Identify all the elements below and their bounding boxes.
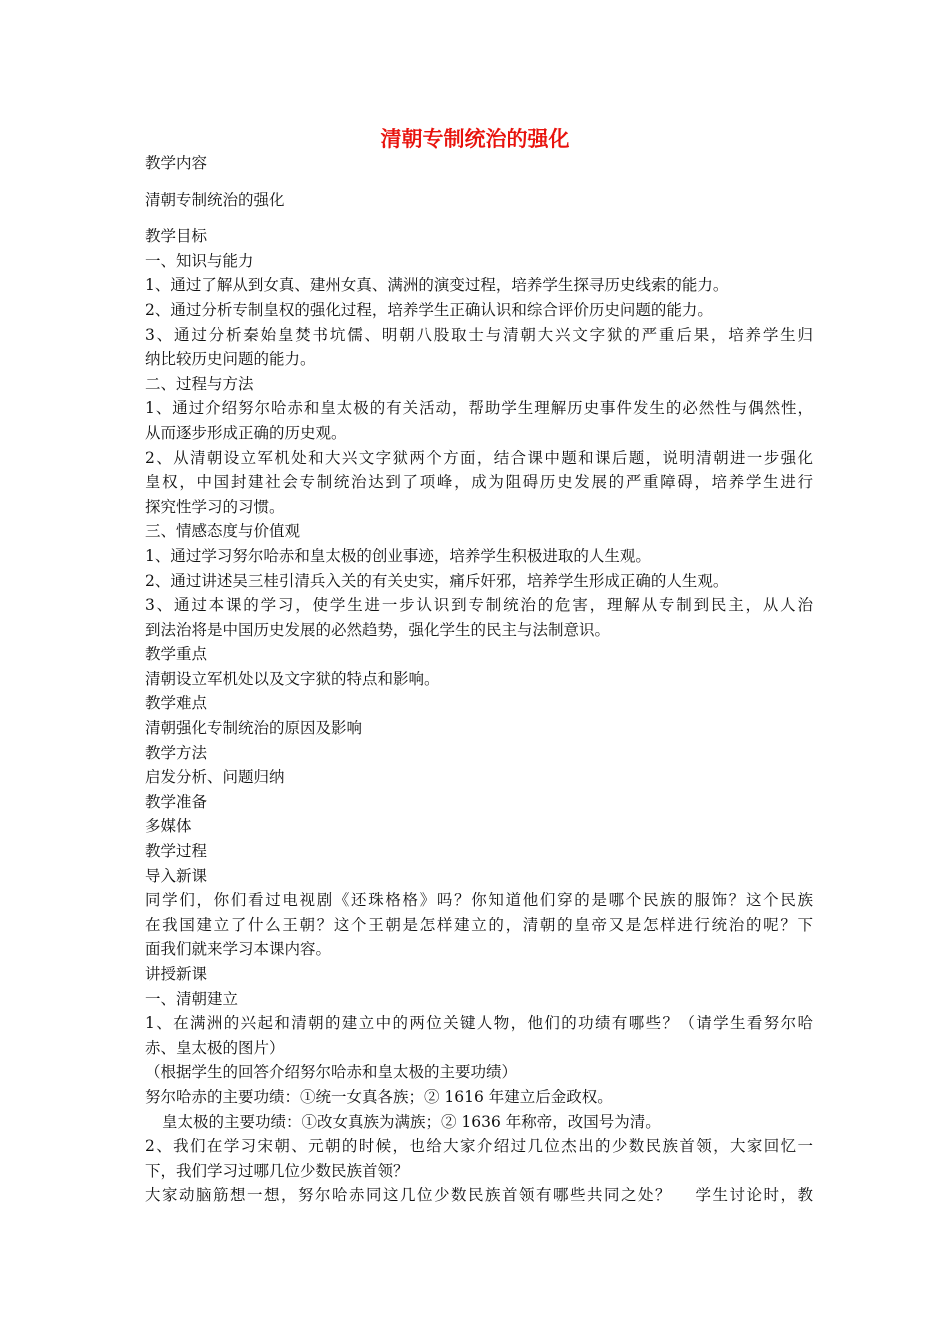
text-line: 3、通过本课的学习，使学生进一步认识到专制统治的危害，理解从专制到民主，从人治 [145,596,813,615]
heading-process: 教学过程 [145,842,208,861]
text-line: 探究性学习的习惯。 [145,497,285,516]
section-heading: 一、清朝建立 [145,989,239,1008]
document-body [145,151,813,1208]
heading-key-points: 教学重点 [145,645,208,664]
text-line: 清朝设立军机处以及文字狱的特点和影响。 [145,669,440,688]
heading-methods: 教学方法 [145,743,208,762]
section-heading: 一、知识与能力 [145,251,254,270]
text-line: 2、从清朝设立军机处和大兴文字狱两个方面，结合课中题和课后题，说明清朝进一步强化 [145,448,813,467]
text-line: （根据学生的回答介绍努尔哈赤和皇太极的主要功绩） [145,1063,518,1082]
text-line: 面我们就来学习本课内容。 [145,940,332,959]
text-line: 皇权，中国封建社会专制统治达到了项峰，成为阻碍历史发展的严重障碍，培养学生进行 [145,473,813,492]
heading-introduction: 导入新课 [145,866,208,885]
text-line: 从而逐步形成正确的历史观。 [145,423,347,442]
text-line: 大家动脑筋想一想，努尔哈赤同这几位少数民族首领有哪些共同之处？ 学生讨论时，教 [145,1186,813,1205]
text-line: 2、我们在学习宋朝、元朝的时候，也给大家介绍过几位杰出的少数民族首领，大家回忆一 [145,1137,813,1156]
text-line: 1、通过介绍努尔哈赤和皇太极的有关活动，帮助学生理解历史事件发生的必然性与偶然性， [145,399,813,418]
document-title: 清朝专制统治的强化 [380,127,570,151]
text-line: 到法治将是中国历史发展的必然趋势，强化学生的民主与法制意识。 [145,620,611,639]
text-line: 在我国建立了什么王朝？这个王朝是怎样建立的，清朝的皇帝又是怎样进行统治的呢？下 [145,915,813,934]
text-line: 2、通过讲述吴三桂引清兵入关的有关史实，痛斥奸邪，培养学生形成正确的人生观。 [145,571,729,590]
section-heading: 三、情感态度与价值观 [145,522,301,541]
text-line: 3、通过分析秦始皇焚书坑儒、明朝八股取士与清朝大兴文字狱的严重后果，培养学生归 [145,325,813,344]
heading-teaching-objectives: 教学目标 [145,227,208,246]
text-line: 同学们，你们看过电视剧《还珠格格》吗？你知道他们穿的是哪个民族的服饰？这个民族 [145,891,813,910]
heading-teaching-content: 教学内容 [145,154,208,172]
text-line: 清朝强化专制统治的原因及影响 [145,719,363,738]
text-line: 1、通过学习努尔哈赤和皇太极的创业事迹，培养学生积极进取的人生观。 [145,546,651,565]
text-line: 1、通过了解从到女真、建州女真、满洲的演变过程，培养学生探寻历史线索的能力。 [145,276,729,295]
heading-preparation: 教学准备 [145,792,208,811]
text-line: 纳比较历史问题的能力。 [145,350,316,369]
text-line: 下，我们学习过哪几位少数民族首领？ [145,1161,409,1180]
text-line: 启发分析、问题归纳 [145,768,285,787]
text-line: 努尔哈赤的主要功绩：①统一女真各族；② 1616 年建立后金政权。 [145,1087,613,1106]
text-line: 清朝专制统治的强化 [145,190,285,209]
heading-new-lesson: 讲授新课 [145,965,208,983]
text-line: 2、通过分析专制皇权的强化过程，培养学生正确认识和综合评价历史问题的能力。 [145,300,713,319]
text-line: 赤、皇太极的图片） [145,1038,285,1057]
text-line: 1、在满洲的兴起和清朝的建立中的两位关键人物，他们的功绩有哪些？（请学生看努尔哈 [145,1014,813,1033]
text-line: 皇太极的主要功绩：①改女真族为满族；② 1636 年称帝，改国号为清。 [162,1112,661,1131]
text-line: 多媒体 [145,817,192,836]
heading-difficulties: 教学难点 [145,694,208,713]
section-heading: 二、过程与方法 [145,374,254,393]
